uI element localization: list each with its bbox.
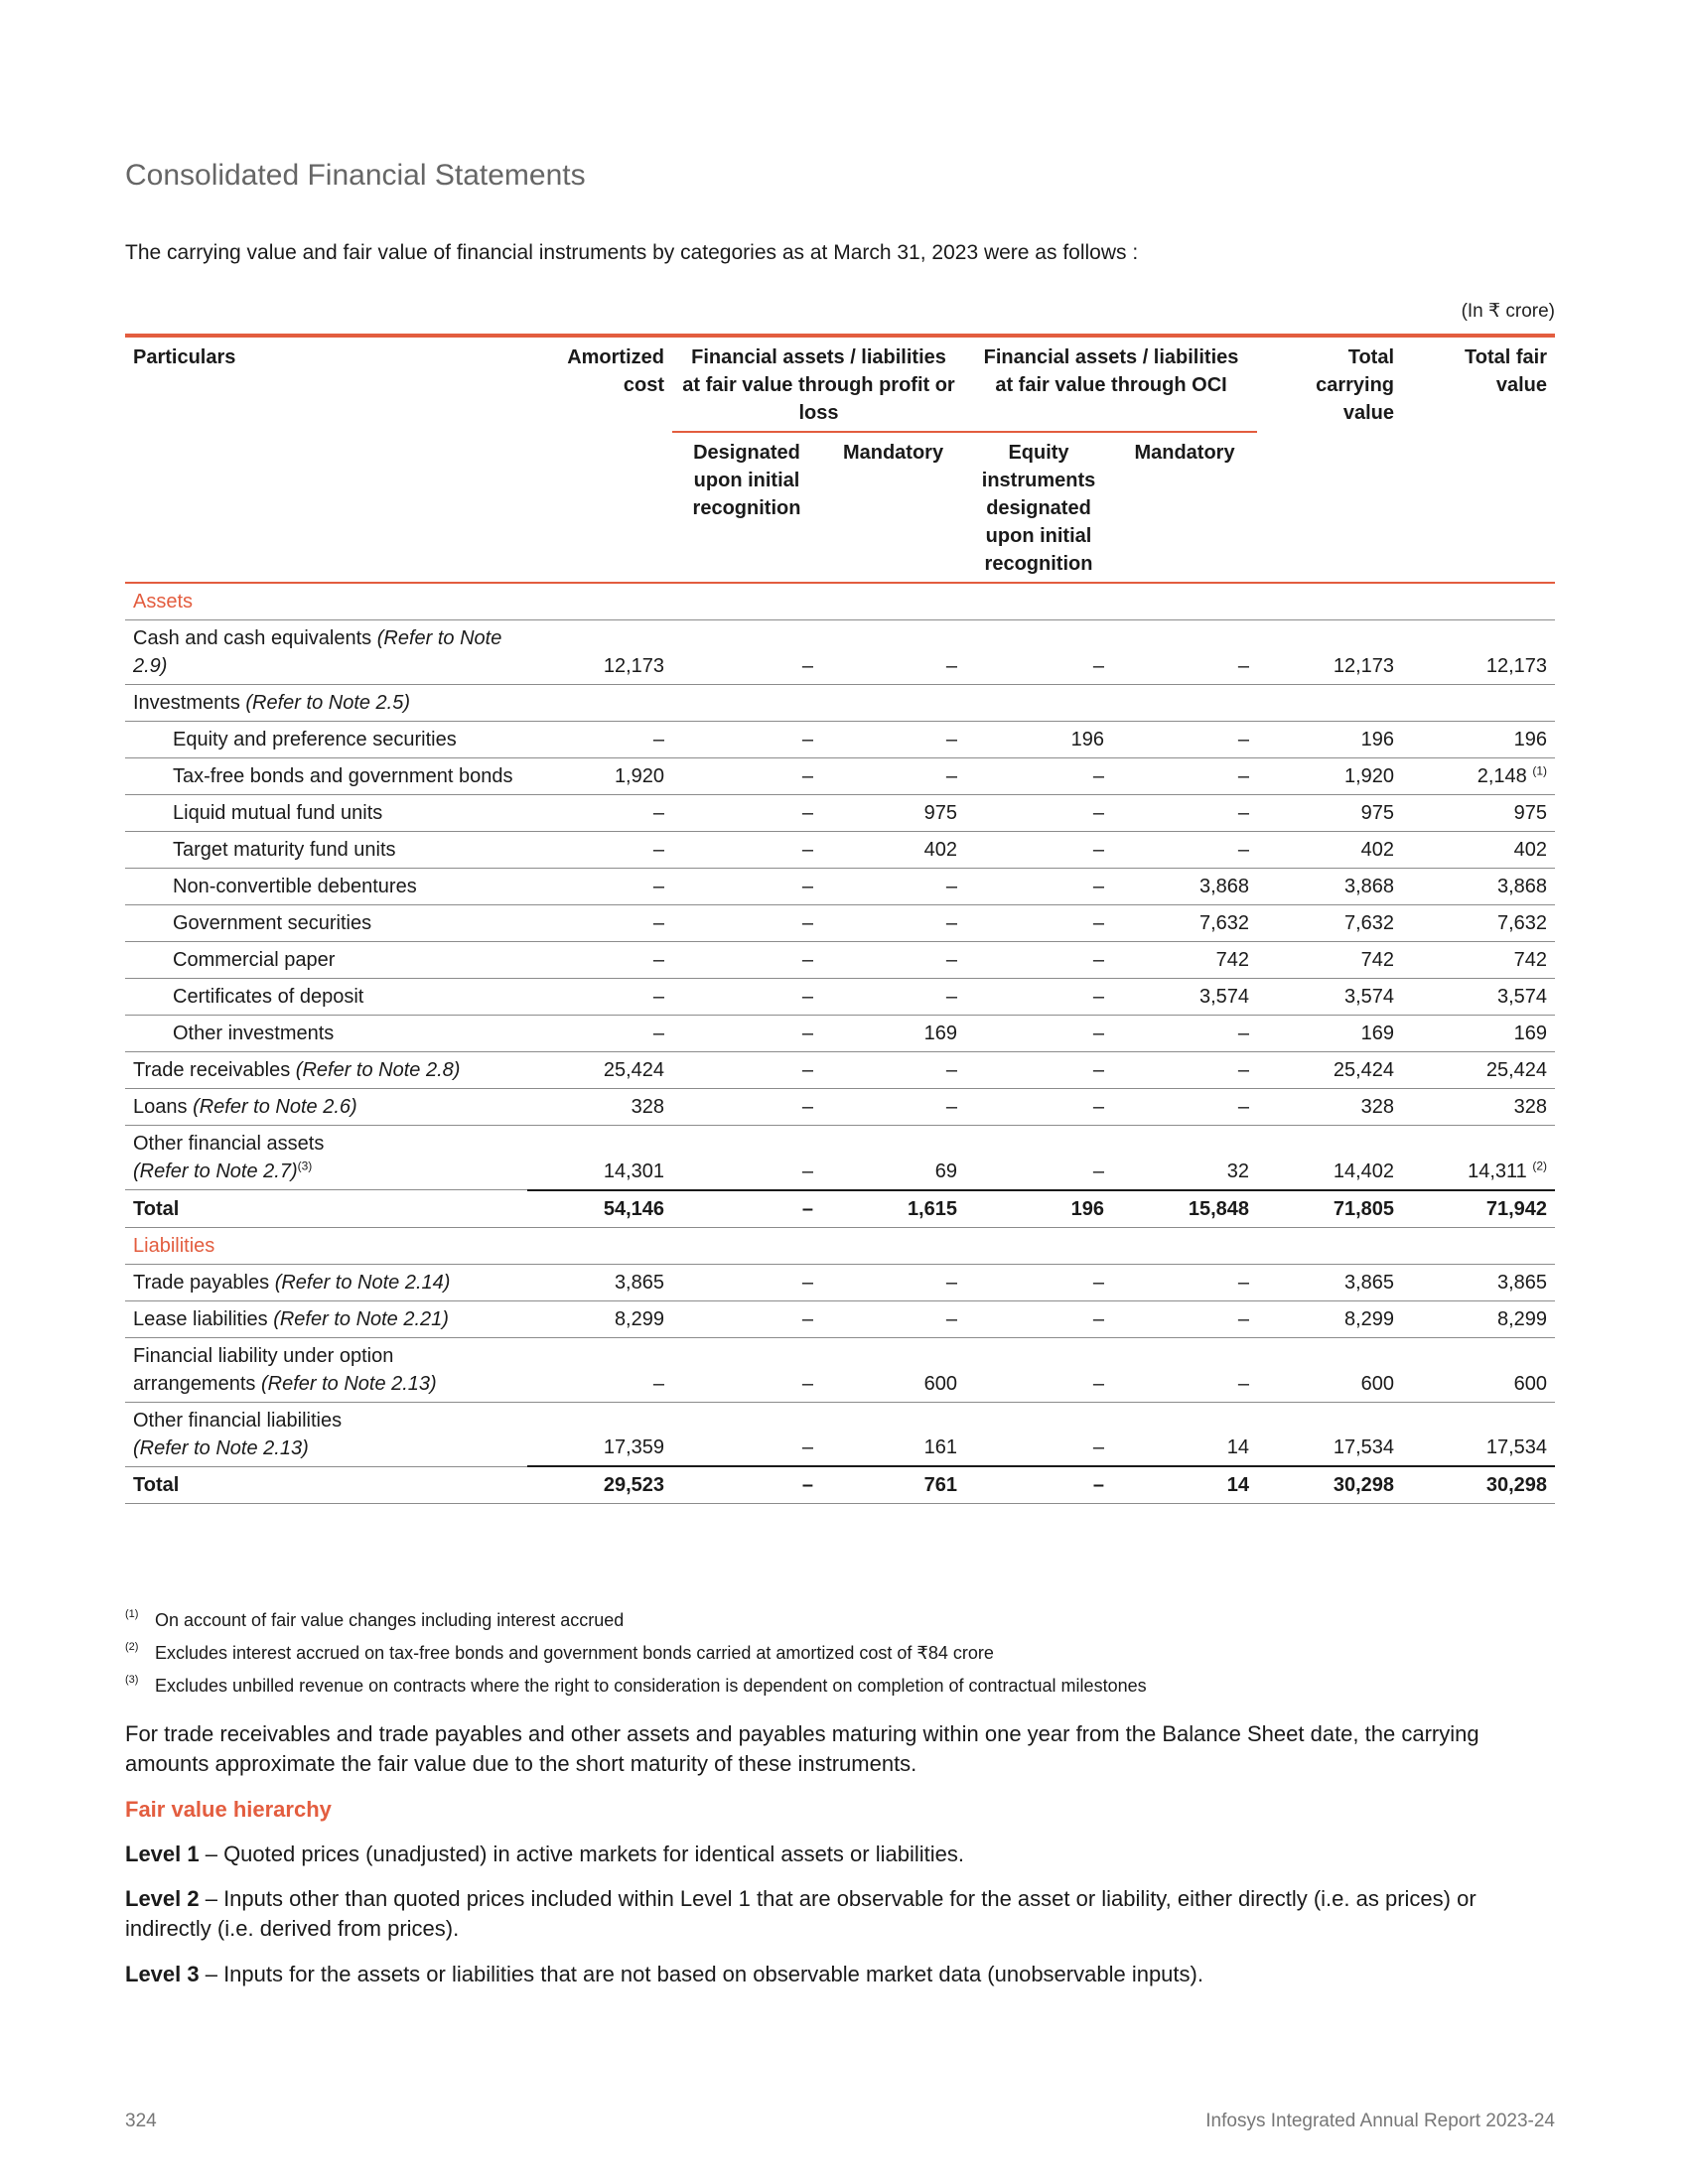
table-cell: – <box>527 1337 672 1402</box>
table-cell: – <box>672 1089 821 1126</box>
table-cell: – <box>821 1300 965 1337</box>
table-cell: – <box>1112 832 1257 869</box>
table-cell: – <box>821 942 965 979</box>
table-cell: – <box>672 905 821 942</box>
row-label: Commercial paper <box>125 942 527 979</box>
table-row <box>125 685 1555 722</box>
footnote-ref: (1) <box>1532 763 1548 778</box>
intro-text: The carrying value and fair value of financial instruments by categories as at March 31, 2023 were as follows : <box>125 241 1139 264</box>
table-cell: – <box>672 1402 821 1466</box>
table-cell: 975 <box>1257 795 1402 832</box>
row-label: Investments (Refer to Note 2.5) <box>125 685 1555 722</box>
table-cell: – <box>527 832 672 869</box>
table-cell: 196 <box>1257 722 1402 758</box>
table-cell: – <box>527 942 672 979</box>
page-number: 324 <box>125 2111 157 2131</box>
table-cell: 7,632 <box>1257 905 1402 942</box>
table-cell: 975 <box>821 795 965 832</box>
col-total-carrying: Total carrying value <box>1257 336 1402 583</box>
table-cell: 71,805 <box>1257 1190 1402 1228</box>
table-cell: 17,534 <box>1257 1402 1402 1466</box>
table-cell: 169 <box>1402 1016 1555 1052</box>
table-cell: 2,148 $^{(1)}$ <box>1402 758 1555 795</box>
table-cell: 742 <box>1257 942 1402 979</box>
row-label: Loans (Refer to Note 2.6) <box>125 1089 527 1126</box>
level-1-text: Level 1 – Quoted prices (unadjusted) in active markets for identical assets or liabilities. <box>125 1842 964 1866</box>
table-cell: 402 <box>821 832 965 869</box>
table-cell: – <box>1112 1264 1257 1300</box>
table-cell: – <box>965 1016 1112 1052</box>
table-cell: 14 <box>1112 1466 1257 1504</box>
table-cell: – <box>672 869 821 905</box>
table-cell: – <box>965 795 1112 832</box>
row-label: Lease liabilities (Refer to Note 2.21) <box>125 1300 527 1337</box>
table-cell: – <box>1112 1089 1257 1126</box>
financial-instruments-table <box>125 334 1555 1504</box>
table-row <box>125 620 1555 685</box>
table-cell: 12,173 <box>1257 620 1402 685</box>
row-label: Trade receivables (Refer to Note 2.8) <box>125 1052 527 1089</box>
table-cell: 1,920 <box>527 758 672 795</box>
table-cell: – <box>965 832 1112 869</box>
table-cell: 12,173 <box>527 620 672 685</box>
table-cell: 30,298 <box>1257 1466 1402 1504</box>
col-fvtpl-mandatory: Mandatory <box>842 442 944 464</box>
table-cell: – <box>1112 1052 1257 1089</box>
section-label: Liabilities <box>125 1227 1555 1264</box>
table-cell: – <box>821 1264 965 1300</box>
table-cell: – <box>672 1190 821 1228</box>
section-row-liabilities <box>125 1227 1555 1264</box>
level-3-text: Level 3 – Inputs for the assets or liabilities that are not based on observable market data (unobservable inputs). <box>125 1962 1203 1986</box>
table-cell: – <box>965 1300 1112 1337</box>
table-row <box>125 1052 1555 1089</box>
table-cell: – <box>672 832 821 869</box>
footnotes <box>125 1610 1147 1708</box>
table-row <box>125 722 1555 758</box>
table-cell: – <box>821 1052 965 1089</box>
table-cell: – <box>672 1337 821 1402</box>
table-cell: – <box>527 905 672 942</box>
table-cell: 196 <box>965 722 1112 758</box>
table-cell: 1,615 <box>821 1190 965 1228</box>
unit-note: (In ₹ crore) <box>1461 301 1555 322</box>
table-cell: 169 <box>821 1016 965 1052</box>
table-cell: 1,920 <box>1257 758 1402 795</box>
row-label: Target maturity fund units <box>125 832 527 869</box>
table-cell: – <box>965 869 1112 905</box>
row-label: Non-convertible debentures <box>125 869 527 905</box>
table-cell: 3,574 <box>1112 979 1257 1016</box>
level-2-text: Level 2 – Inputs other than quoted prices included within Level 1 that are observable for the asset or liability, either directly (i.e. as prices) or indirectly (i.e. derived from prices). <box>125 1886 1477 1941</box>
table-cell: 3,865 <box>1402 1264 1555 1300</box>
table-cell: – <box>672 1466 821 1504</box>
table-cell: – <box>1112 722 1257 758</box>
table-cell: – <box>672 1016 821 1052</box>
footnote: (3) Excludes unbilled revenue on contracts where the right to consideration is dependent on completion of contractual milestones <box>125 1674 1147 1696</box>
table-row <box>125 1089 1555 1126</box>
col-group-fvtpl: Financial assets / liabilities at fair value through profit or loss <box>672 336 965 432</box>
table-cell: 600 <box>1402 1337 1555 1402</box>
table-cell: – <box>821 722 965 758</box>
table-cell: – <box>527 1016 672 1052</box>
maturity-paragraph: For trade receivables and trade payables and other assets and payables maturing within one year from the Balance Sheet date, the carrying amounts approximate the fair value due to the short maturity of these instruments. <box>125 1721 1479 1776</box>
col-fvoci-mandatory: Mandatory <box>1134 442 1235 464</box>
table-cell: 7,632 <box>1402 905 1555 942</box>
table-cell: 17,359 <box>527 1402 672 1466</box>
row-label: Total <box>125 1190 527 1228</box>
table-cell: 3,865 <box>527 1264 672 1300</box>
table-cell: 25,424 <box>1257 1052 1402 1089</box>
table-cell: – <box>965 1052 1112 1089</box>
table-cell: 3,574 <box>1257 979 1402 1016</box>
table-cell: – <box>965 1402 1112 1466</box>
table-cell: – <box>821 758 965 795</box>
table-row <box>125 1402 1555 1466</box>
table-cell: 71,942 <box>1402 1190 1555 1228</box>
table-cell: 3,868 <box>1257 869 1402 905</box>
table-cell: 14,311 $^{(2)}$ <box>1402 1126 1555 1190</box>
table-cell: 25,424 <box>1402 1052 1555 1089</box>
section-title: Consolidated Financial Statements <box>125 159 586 192</box>
table-cell: – <box>672 1300 821 1337</box>
table-cell: 25,424 <box>527 1052 672 1089</box>
table-cell: – <box>672 1052 821 1089</box>
table-cell: – <box>527 722 672 758</box>
row-label: Other investments <box>125 1016 527 1052</box>
table-cell: – <box>821 869 965 905</box>
table-row <box>125 1337 1555 1402</box>
table-cell: 3,574 <box>1402 979 1555 1016</box>
table-cell: – <box>965 942 1112 979</box>
report-name: Infosys Integrated Annual Report 2023-24 <box>1205 2111 1555 2131</box>
col-total-fair: Total fair value <box>1402 336 1555 583</box>
table-cell: 14,301 <box>527 1126 672 1190</box>
table-cell: 600 <box>821 1337 965 1402</box>
table-row <box>125 869 1555 905</box>
table-row <box>125 795 1555 832</box>
table-cell: 975 <box>1402 795 1555 832</box>
total-row-liabilities <box>125 1466 1555 1504</box>
table-cell: – <box>1112 795 1257 832</box>
table-cell: – <box>1112 1337 1257 1402</box>
table-cell: 7,632 <box>1112 905 1257 942</box>
table-cell: 742 <box>1112 942 1257 979</box>
table-cell: 32 <box>1112 1126 1257 1190</box>
table-cell: – <box>1112 620 1257 685</box>
fair-value-hierarchy-heading: Fair value hierarchy <box>125 1797 332 1822</box>
table-row <box>125 1264 1555 1300</box>
table-cell: 328 <box>1402 1089 1555 1126</box>
row-label: Tax-free bonds and government bonds <box>125 758 527 795</box>
table-cell: 328 <box>1257 1089 1402 1126</box>
table-cell: – <box>672 758 821 795</box>
table-cell: 8,299 <box>527 1300 672 1337</box>
table-cell: 8,299 <box>1257 1300 1402 1337</box>
table-cell: – <box>672 620 821 685</box>
table-row <box>125 942 1555 979</box>
table-cell: 17,534 <box>1402 1402 1555 1466</box>
table-cell: – <box>672 979 821 1016</box>
table-cell: – <box>965 1089 1112 1126</box>
col-amortized-cost: Amortized cost <box>527 336 672 583</box>
col-group-fvoci: Financial assets / liabilities at fair value through OCI <box>965 336 1257 432</box>
table-row <box>125 1016 1555 1052</box>
table-cell: – <box>1112 1016 1257 1052</box>
table-cell: – <box>965 1126 1112 1190</box>
table-cell: – <box>965 1337 1112 1402</box>
col-fvoci-equity: Equity instruments designated upon initial recognition <box>981 442 1096 575</box>
row-label: Liquid mutual fund units <box>125 795 527 832</box>
table-cell: – <box>965 979 1112 1016</box>
table-cell: – <box>821 1089 965 1126</box>
table-cell: – <box>821 620 965 685</box>
table-row <box>125 905 1555 942</box>
total-row-assets <box>125 1190 1555 1228</box>
table-cell: 15,848 <box>1112 1190 1257 1228</box>
section-label: Assets <box>125 583 1555 620</box>
table-cell: 196 <box>1402 722 1555 758</box>
row-label: Financial liability under option arrangements (Refer to Note 2.13) <box>125 1337 527 1402</box>
table-cell: – <box>527 979 672 1016</box>
row-label: Equity and preference securities <box>125 722 527 758</box>
col-particulars: Particulars <box>125 336 527 583</box>
table-cell: 328 <box>527 1089 672 1126</box>
table-cell: 196 <box>965 1190 1112 1228</box>
section-row-assets <box>125 583 1555 620</box>
table-cell: 169 <box>1257 1016 1402 1052</box>
table-cell: – <box>821 979 965 1016</box>
table-cell: 761 <box>821 1466 965 1504</box>
table-cell: 402 <box>1402 832 1555 869</box>
row-label: Cash and cash equivalents (Refer to Note 2.9) <box>125 620 527 685</box>
row-label: Other financial assets (Refer to Note 2.7)$^{(3)}$ <box>125 1126 527 1190</box>
table-cell: 600 <box>1257 1337 1402 1402</box>
table-cell: – <box>965 620 1112 685</box>
table-cell: 8,299 <box>1402 1300 1555 1337</box>
row-label: Trade payables (Refer to Note 2.14) <box>125 1264 527 1300</box>
table-cell: 69 <box>821 1126 965 1190</box>
table-cell: – <box>1112 1300 1257 1337</box>
table-cell: 30,298 <box>1402 1466 1555 1504</box>
row-label: Government securities <box>125 905 527 942</box>
table-cell: – <box>672 795 821 832</box>
table-row <box>125 832 1555 869</box>
col-fvtpl-designated: Designated upon initial recognition <box>692 442 801 519</box>
table-cell: – <box>672 722 821 758</box>
table-row <box>125 1300 1555 1337</box>
row-label: Certificates of deposit <box>125 979 527 1016</box>
table-cell: 742 <box>1402 942 1555 979</box>
table-row <box>125 979 1555 1016</box>
table-cell: – <box>672 1264 821 1300</box>
table-cell: – <box>965 1264 1112 1300</box>
table-cell: 14 <box>1112 1402 1257 1466</box>
table-cell: – <box>527 795 672 832</box>
table-cell: – <box>965 1466 1112 1504</box>
row-label: Other financial liabilities (Refer to Note 2.13) <box>125 1402 527 1466</box>
table-cell: – <box>672 1126 821 1190</box>
table-cell: 3,868 <box>1112 869 1257 905</box>
table-cell: – <box>527 869 672 905</box>
footnote: (1) On account of fair value changes including interest accrued <box>125 1608 625 1630</box>
table-cell: 161 <box>821 1402 965 1466</box>
table-cell: 14,402 <box>1257 1126 1402 1190</box>
table-cell: – <box>1112 758 1257 795</box>
footnote-ref: (2) <box>1532 1158 1548 1172</box>
table-cell: 29,523 <box>527 1466 672 1504</box>
footnote: (2) Excludes interest accrued on tax-free bonds and government bonds carried at amortized cost of ₹84 crore <box>125 1641 994 1663</box>
table-cell: 3,865 <box>1257 1264 1402 1300</box>
table-cell: – <box>965 758 1112 795</box>
table-cell: – <box>672 942 821 979</box>
footnote-ref: (3) <box>297 1159 313 1173</box>
table-cell: 54,146 <box>527 1190 672 1228</box>
table-cell: 3,868 <box>1402 869 1555 905</box>
row-label: Total <box>125 1466 527 1504</box>
table-cell: – <box>965 905 1112 942</box>
table-cell: 12,173 <box>1402 620 1555 685</box>
table-row <box>125 1126 1555 1190</box>
table-cell: 402 <box>1257 832 1402 869</box>
table-cell: – <box>821 905 965 942</box>
table-row <box>125 758 1555 795</box>
